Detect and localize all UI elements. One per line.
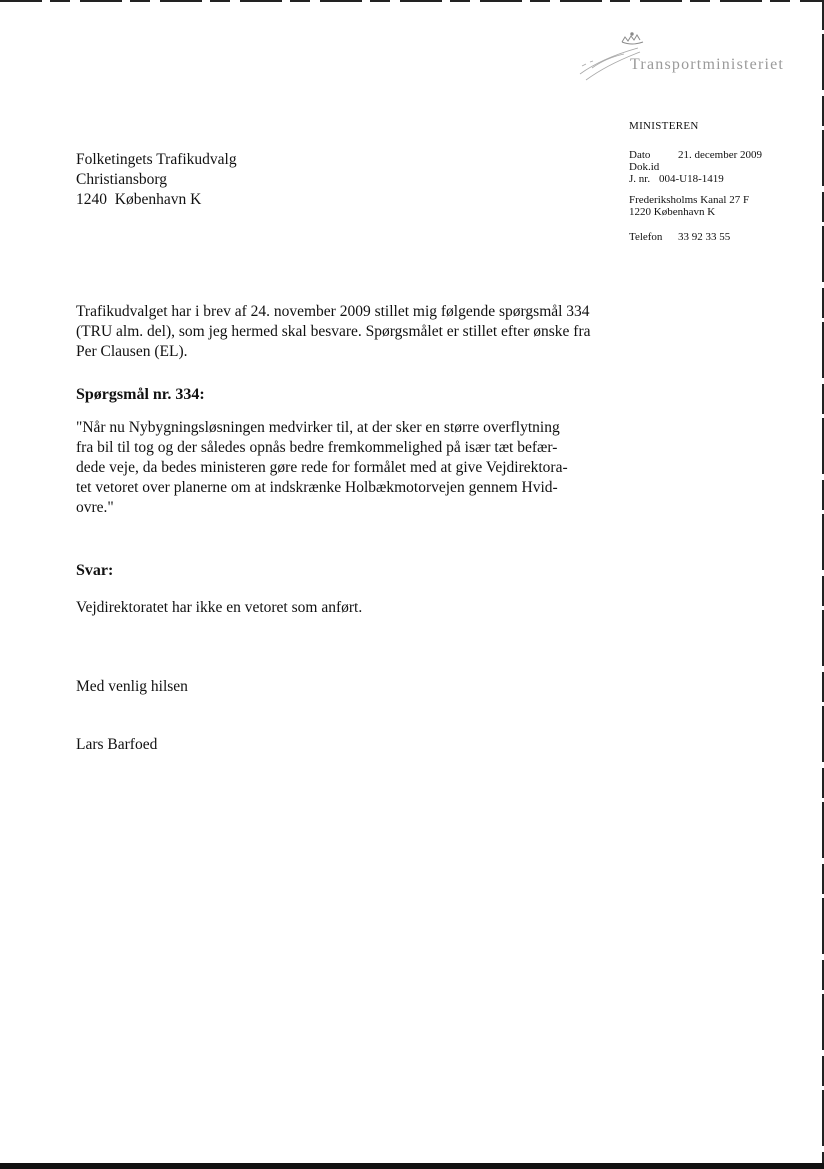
- dokid-label: Dok.id: [629, 161, 660, 173]
- letterhead-info: [629, 120, 814, 243]
- phone-row: [629, 231, 814, 243]
- recipient-line-2: Christiansborg: [76, 171, 167, 188]
- ministry-logo: [572, 28, 802, 88]
- jnr-row: [629, 173, 814, 185]
- recipient-address: [76, 150, 237, 210]
- recipient-line-1: Folketingets Trafikudvalg: [76, 151, 237, 168]
- recipient-line-3: 1240 København K: [76, 191, 202, 208]
- sender-address: [629, 194, 814, 218]
- address-line-1: Frederiksholms Kanal 27 F: [629, 194, 750, 206]
- question-text: "Når nu Nybygningsløsningen medvirker til, at der sker en større overflytning fra bil til tog og der således opnås bedre fremkommelighed på især tæt befær- dede veje, da bedes ministeren gøre rede for formålet med at give Vejdirektora- tet vetoret over planerne om at indskrænke Holbækmotorvejen gennem Hvid- ovre.": [76, 419, 568, 516]
- dokid-row: [629, 161, 814, 173]
- answer-heading: Svar:: [76, 562, 114, 579]
- question-heading: Spørgsmål nr. 334:: [76, 386, 205, 403]
- answer-text: Vejdirektoratet har ikke en vetoret som anført.: [76, 599, 363, 616]
- jnr-value: 004-U18-1419: [659, 173, 724, 185]
- phone-value: 33 92 33 55: [678, 231, 731, 243]
- jnr-label: J. nr.: [629, 173, 651, 185]
- date-value: 21. december 2009: [678, 149, 762, 161]
- address-line-2: 1220 København K: [629, 206, 716, 218]
- scan-edge-bottom: [0, 1163, 824, 1169]
- sender-title: MINISTEREN: [629, 120, 699, 132]
- date-row: [629, 149, 814, 161]
- signature-name: Lars Barfoed: [76, 736, 158, 753]
- intro-paragraph: Trafikudvalget har i brev af 24. november 2009 stillet mig følgende spørgsmål 334 (TRU alm. del), som jeg hermed skal besvare. Spørgsmålet er stillet efter ønske fra Per Clausen (EL).: [76, 303, 591, 360]
- phone-label: Telefon: [629, 231, 663, 243]
- letter-body: [76, 302, 596, 755]
- closing-greeting: Med venlig hilsen: [76, 678, 188, 695]
- scan-edge-top: [0, 0, 824, 2]
- date-label: Dato: [629, 149, 651, 161]
- ministry-logo-text: Transportministeriet: [630, 56, 785, 73]
